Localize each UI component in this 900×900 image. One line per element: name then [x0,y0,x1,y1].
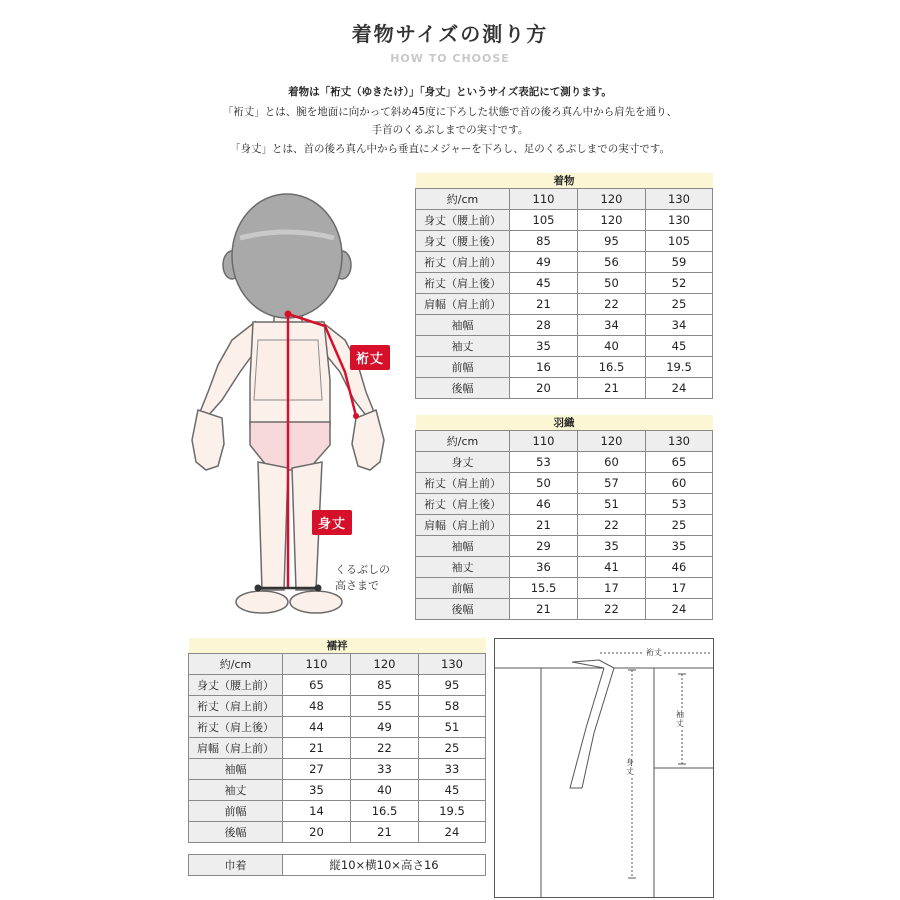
kimono-outline-drawing [494,638,714,898]
size-value: 35 [646,536,713,557]
size-value: 95 [419,675,486,696]
row-label: 裄丈（肩上前） [416,252,510,273]
table-row [416,578,713,599]
row-label: 身丈 [416,452,510,473]
size-value: 17 [578,578,646,599]
row-label: 裄丈（肩上後） [416,494,510,515]
row-label: 袖幅 [416,315,510,336]
table-row [416,357,713,378]
size-value: 24 [646,378,713,399]
header-cell: 130 [646,431,713,452]
size-value: 34 [646,315,713,336]
size-value: 16.5 [351,801,419,822]
table-row [416,210,713,231]
yukitake-badge: 裄丈 [350,345,390,370]
table-row [189,738,486,759]
size-value: 16.5 [578,357,646,378]
table-header-row [416,189,713,210]
table-row [189,822,486,843]
header-cell: 約/cm [416,189,510,210]
size-value: 19.5 [419,801,486,822]
size-value: 57 [578,473,646,494]
size-value: 45 [646,336,713,357]
row-label: 裄丈（肩上前） [416,473,510,494]
table-row [416,294,713,315]
size-value: 65 [283,675,351,696]
size-value: 35 [283,780,351,801]
table-row [189,717,486,738]
juban-size-table [188,638,486,843]
row-label: 袖丈 [189,780,283,801]
mitake-badge: 身丈 [312,510,352,535]
table-row [189,675,486,696]
table-row [416,231,713,252]
size-value: 52 [646,273,713,294]
ankle-note-line: 高さまで [335,579,379,592]
kinchaku-label: 巾着 [189,855,283,876]
size-value: 21 [510,294,578,315]
row-label: 裄丈（肩上後） [189,717,283,738]
size-value: 19.5 [646,357,713,378]
size-value: 60 [578,452,646,473]
table-row [416,452,713,473]
size-value: 56 [578,252,646,273]
page-title: 着物サイズの測り方 [351,22,549,46]
size-value: 22 [578,599,646,620]
size-value: 28 [510,315,578,336]
size-value: 24 [419,822,486,843]
child-figure-illustration [185,185,405,625]
table-header-row [189,654,486,675]
row-label: 後幅 [416,378,510,399]
intro-line: 「身丈」とは、首の後ろ真ん中から垂直にメジャーを下ろし、足のくるぶしまでの実寸です。 [230,143,670,155]
row-label: 前幅 [416,578,510,599]
size-value: 60 [646,473,713,494]
size-value: 24 [646,599,713,620]
table-row [189,696,486,717]
table-header-row [416,431,713,452]
size-value: 20 [510,378,578,399]
size-value: 130 [646,210,713,231]
table-row [416,473,713,494]
size-value: 58 [419,696,486,717]
size-value: 120 [578,210,646,231]
size-value: 21 [510,515,578,536]
row-label: 袖丈 [416,336,510,357]
size-value: 40 [578,336,646,357]
intro-line: 着物は「裄丈（ゆきたけ）」「身丈」というサイズ表記にて測ります。 [288,86,612,98]
yukitake-label: 裄丈 [646,648,662,657]
table-caption: 襦袢 [189,638,486,654]
table-row [416,494,713,515]
size-value: 46 [646,557,713,578]
size-value: 22 [578,515,646,536]
size-value: 105 [510,210,578,231]
size-value: 16 [510,357,578,378]
page-subtitle: HOW TO CHOOSE [390,52,510,65]
row-label: 肩幅（肩上前） [416,294,510,315]
table-row [416,557,713,578]
header-cell: 約/cm [416,431,510,452]
size-value: 21 [283,738,351,759]
row-label: 後幅 [189,822,283,843]
row-label: 前幅 [189,801,283,822]
size-value: 50 [578,273,646,294]
header-cell: 130 [419,654,486,675]
size-value: 40 [351,780,419,801]
size-value: 36 [510,557,578,578]
intro-line: 手首のくるぶしまでの実寸です。 [371,124,529,136]
size-value: 21 [510,599,578,620]
table-row [189,759,486,780]
row-label: 裄丈（肩上後） [416,273,510,294]
size-value: 53 [646,494,713,515]
size-value: 85 [351,675,419,696]
table-row [416,378,713,399]
size-value: 35 [578,536,646,557]
row-label: 裄丈（肩上前） [189,696,283,717]
size-value: 49 [351,717,419,738]
table-row [416,273,713,294]
size-value: 34 [578,315,646,336]
table-row [416,252,713,273]
size-value: 44 [283,717,351,738]
ankle-note [335,562,390,594]
kimono-size-table [415,173,713,399]
size-value: 55 [351,696,419,717]
size-value: 25 [646,515,713,536]
size-value: 21 [578,378,646,399]
size-value: 25 [646,294,713,315]
size-value: 33 [351,759,419,780]
header-cell: 120 [351,654,419,675]
header-cell: 110 [510,431,578,452]
intro-line: 「裄丈」とは、腕を地面に向かって斜め45度に下ろした状態で首の後ろ真ん中から肩先を通り、 [222,106,678,118]
size-value: 33 [419,759,486,780]
size-value: 48 [283,696,351,717]
size-value: 25 [419,738,486,759]
size-value: 29 [510,536,578,557]
size-value: 59 [646,252,713,273]
table-row [416,536,713,557]
mitake-label: 身丈 [626,758,634,776]
size-value: 105 [646,231,713,252]
table-row [416,515,713,536]
row-label: 後幅 [416,599,510,620]
size-value: 14 [283,801,351,822]
header-cell: 130 [646,189,713,210]
sodetake-label: 袖丈 [676,710,684,728]
size-value: 22 [351,738,419,759]
size-value: 46 [510,494,578,515]
ankle-note-line: くるぶしの [335,563,390,576]
header-cell: 120 [578,189,646,210]
size-value: 65 [646,452,713,473]
kinchaku-size-table [188,854,486,876]
header-cell: 約/cm [189,654,283,675]
size-value: 27 [283,759,351,780]
table-row [189,801,486,822]
table-caption: 羽織 [416,415,713,431]
size-value: 51 [419,717,486,738]
size-value: 50 [510,473,578,494]
size-value: 15.5 [510,578,578,599]
size-value: 51 [578,494,646,515]
table-row [416,599,713,620]
header-cell: 110 [510,189,578,210]
table-row [416,336,713,357]
row-label: 袖丈 [416,557,510,578]
row-label: 肩幅（肩上前） [189,738,283,759]
table-row [416,315,713,336]
size-value: 45 [510,273,578,294]
size-value: 20 [283,822,351,843]
size-value: 95 [578,231,646,252]
table-row [189,780,486,801]
size-value: 35 [510,336,578,357]
size-value: 22 [578,294,646,315]
size-value: 85 [510,231,578,252]
row-label: 肩幅（肩上前） [416,515,510,536]
haori-size-table [415,415,713,620]
row-label: 身丈（腰上前） [189,675,283,696]
row-label: 身丈（腰上後） [416,231,510,252]
header-cell: 120 [578,431,646,452]
kinchaku-value: 縦10×横10×高さ16 [283,855,486,876]
size-value: 53 [510,452,578,473]
size-value: 17 [646,578,713,599]
size-value: 45 [419,780,486,801]
size-value: 21 [351,822,419,843]
row-label: 袖幅 [416,536,510,557]
row-label: 前幅 [416,357,510,378]
row-label: 袖幅 [189,759,283,780]
header-cell: 110 [283,654,351,675]
size-value: 49 [510,252,578,273]
kimono-diagram [494,638,714,898]
table-caption: 着物 [416,173,713,189]
size-value: 41 [578,557,646,578]
row-label: 身丈（腰上前） [416,210,510,231]
